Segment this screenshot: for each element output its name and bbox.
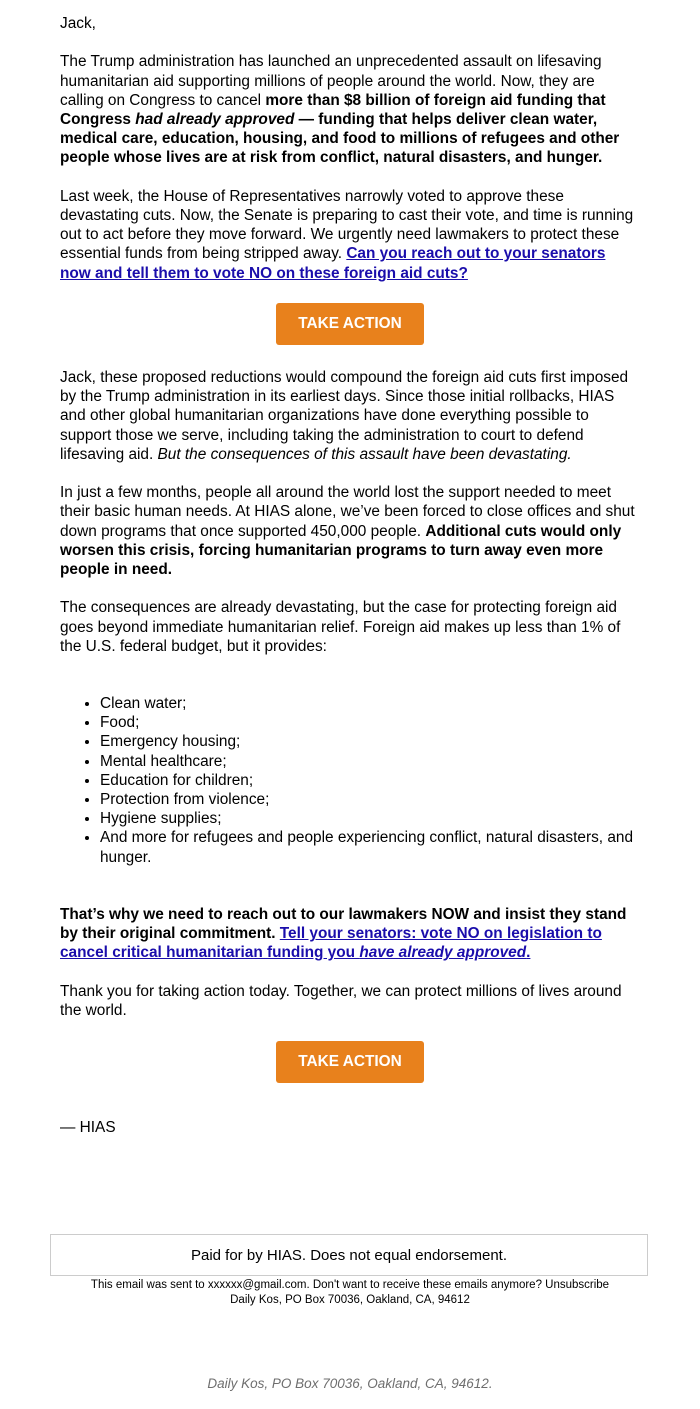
paragraph-hias-impact [60, 483, 640, 579]
paid-for-disclaimer: Paid for by HIAS. Does not equal endorsement. [50, 1234, 648, 1276]
intro-text: The Trump administration has launched an unprecedented assault on lifesaving humanitarian aid supporting millions of people around the world. Now, they are calling on Congress to cancel [60, 53, 602, 109]
list-item: • Emergency housing; [100, 732, 640, 751]
paragraph-foreign-aid: The consequences are already devastating, but the case for protecting foreign aid goes beyond immediate humanitarian relief. Foreign aid makes up less than 1% of the U.S. federal budget, but it provides: [60, 599, 621, 655]
paragraph-thank-you: Thank you for taking action today. Together, we can protect millions of lives around the world. [60, 982, 622, 1019]
reach-out-senators-link[interactable]: Can you reach out to your senators now and tell them to vote NO on these foreign aid cuts? [60, 245, 606, 282]
footer-info [0, 1278, 700, 1307]
take-action-button-top[interactable]: TAKE ACTION [276, 303, 424, 345]
list-item: • Hygiene supplies; [100, 809, 640, 828]
list-item: • Protection from violence; [100, 790, 640, 809]
list-item: • Clean water; [100, 694, 640, 713]
benefits-list-wrapper [60, 694, 640, 867]
footer-address: Daily Kos, PO Box 70036, Oakland, CA, 94612 [230, 1293, 470, 1306]
paragraph-call-to-action [60, 905, 640, 963]
list-item: • Food; [100, 713, 640, 732]
sent-to-line [0, 1278, 700, 1293]
tell-senators-link-text: Tell your senators: vote NO on legislation to cancel critical humanitarian funding you [60, 925, 602, 962]
list-item: • And more for refugees and people experiencing conflict, natural disasters, and hunger. [100, 828, 640, 866]
take-action-button-bottom[interactable]: TAKE ACTION [276, 1041, 424, 1083]
paragraph-intro [60, 52, 640, 167]
hias-impact-bold: Additional cuts would only worsen this crisis, forcing humanitarian programs to turn away even more people in need. [60, 522, 622, 579]
unsubscribe-link[interactable]: Unsubscribe [545, 1279, 610, 1291]
sent-to-text: This email was sent to xxxxxx@gmail.com. Don't want to receive these emails anymore? [90, 1279, 546, 1291]
reductions-italic: But the consequences of this assault have been devastating. [157, 445, 572, 463]
paragraph-reductions [60, 368, 640, 464]
house-vote-text: Last week, the House of Representatives narrowly voted to approve these devastating cuts. Now, the Senate is preparing to cast their vote, and time is running out to act before they move forward. We urgently need lawmakers to protect these essential funds from being stripped away. [60, 187, 634, 263]
footer-address-bottom: Daily Kos, PO Box 70036, Oakland, CA, 94612. [207, 1376, 493, 1391]
reductions-text: Jack, these proposed reductions would compound the foreign aid cuts first imposed by the Trump administration in its earliest days. Since those initial rollbacks, HIAS and other global humanitarian organizations have done everything possible to support those we serve, including taking the administration to court to defend lifesaving aid. [60, 369, 629, 463]
email-body [60, 14, 640, 1137]
tell-senators-link-end: . [526, 944, 531, 962]
intro-bold-2: — funding that helps deliver clean water, medical care, education, housing, and food to millions of refugees and other people whose lives are at risk from conflict, natural disasters, and hunger. [60, 111, 620, 167]
list-item: • Education for children; [100, 771, 640, 790]
hias-impact-text: In just a few months, people all around the world lost the support needed to meet their basic human needs. At HIAS alone, we’ve been forced to close offices and shut down programs that once supported 450,000 people. [60, 484, 635, 540]
paragraph-house-vote [60, 187, 640, 283]
greeting: Jack, [60, 15, 96, 32]
intro-bold-italic: had already approved [135, 111, 295, 128]
benefits-list [60, 694, 640, 867]
call-to-action-bold: That’s why we need to reach out to our lawmakers NOW and insist they stand by their original commitment. [60, 905, 627, 943]
signature: — HIAS [60, 1119, 116, 1137]
cta-wrapper-bottom [60, 1039, 640, 1118]
list-item: • Mental healthcare; [100, 752, 640, 771]
tell-senators-link-italic: have already approved [359, 944, 527, 962]
cta-wrapper-top [60, 302, 640, 368]
intro-bold-1: more than $8 billion of foreign aid funding that Congress [60, 91, 606, 128]
